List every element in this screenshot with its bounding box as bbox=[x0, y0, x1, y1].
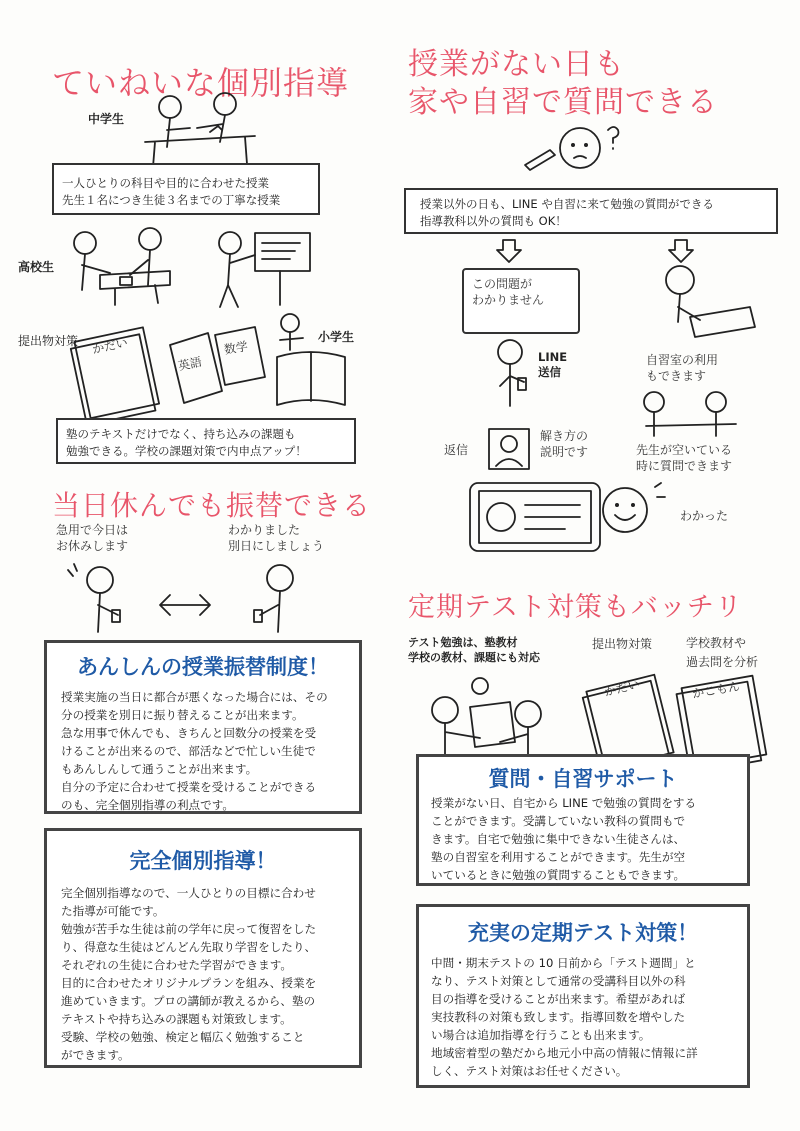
label-submission: 提出物対策 bbox=[18, 334, 79, 348]
question-support-title: 質問・自習サポート bbox=[488, 767, 678, 791]
full-individual-panel bbox=[44, 828, 362, 1068]
speech-ok-line-2: 別日にしましょう bbox=[228, 539, 325, 554]
test-prep-line: しく、テスト対策はお任せください。 bbox=[431, 1063, 628, 1078]
speech-absent bbox=[56, 522, 128, 554]
question-support-body bbox=[431, 795, 696, 885]
full-individual-line: テキストや持ち込みの課題も対策致します。 bbox=[61, 1011, 292, 1026]
left-title-makeup: 当日休んでも振替できる bbox=[52, 489, 372, 522]
book-math: 数学 bbox=[222, 339, 250, 357]
speech-absent-line-1: 急用で今日は bbox=[56, 523, 129, 537]
teacher-free-line-2: 時に質問できます bbox=[636, 459, 733, 474]
test-note bbox=[408, 636, 540, 666]
right-title-line-2: 家や自習で質問できる bbox=[408, 84, 718, 120]
speech-ok-line-1: わかりました bbox=[228, 523, 301, 537]
teacher-free-text bbox=[636, 442, 732, 474]
down-arrows bbox=[495, 238, 705, 264]
students-desk-illustration bbox=[135, 92, 275, 170]
full-individual-line: ができます。 bbox=[61, 1047, 130, 1062]
left-submission-line-1: 塾のテキストだけでなく、持ち込みの課題も bbox=[66, 427, 296, 441]
speech-absent-line-2: お休みします bbox=[56, 539, 129, 554]
test-prep-title: 充実の定期テスト対策！ bbox=[467, 921, 699, 945]
right-title-line-1: 授業がない日も bbox=[408, 47, 625, 82]
label-elementary: 小学生 bbox=[318, 330, 355, 344]
question-support-line: きます。自宅で勉強に集中できない生徒さんは、 bbox=[431, 831, 686, 846]
reply-phone-illustration bbox=[486, 426, 532, 472]
right-intro-box bbox=[404, 188, 778, 234]
makeup-system-body bbox=[61, 689, 328, 815]
full-individual-line: 完全個別指導なので、一人ひとりの目標に合わせ bbox=[61, 886, 316, 900]
high-school-illustration bbox=[60, 225, 200, 310]
paper-kakomon: かこもん bbox=[691, 678, 741, 702]
test-prep-line: 地域密着型の塾だから地元小中高の情報に情報に詳 bbox=[431, 1045, 698, 1060]
label-middle-school: 中学生 bbox=[88, 112, 125, 126]
explain-line-1: 解き方の bbox=[540, 429, 589, 443]
phone-call-illustration bbox=[60, 560, 320, 635]
paper-kadai: かだい bbox=[602, 676, 642, 700]
understood-text: わかった bbox=[680, 509, 729, 523]
submit-label: 提出物対策 bbox=[592, 637, 653, 651]
full-individual-line: 進めていきます。プロの講師が教えるから、塾の bbox=[61, 993, 316, 1008]
full-individual-line: 受験、学校の勉強、検定と幅広く勉強すること bbox=[61, 1029, 305, 1044]
question-support-line: ことができます。受講していない教科の質問もで bbox=[431, 813, 686, 828]
right-intro-line-1: 授業以外の日も、LINE や自習に来て勉強の質問ができる bbox=[420, 197, 714, 211]
full-individual-line: り、得意な生徒はどんどん先取り学習をしたり、 bbox=[61, 939, 317, 954]
thinking-student-illustration bbox=[520, 120, 630, 190]
question-bubble-line-1: この問題が bbox=[472, 277, 533, 291]
left-submission-box bbox=[56, 418, 356, 464]
left-intro-box bbox=[52, 163, 320, 215]
makeup-line: 授業実施の当日に都合が悪くなった場合には、その bbox=[61, 690, 328, 704]
full-individual-line: それぞれの生徒に合わせた学習ができます。 bbox=[61, 957, 292, 972]
teacher-student-illustration bbox=[636, 388, 746, 438]
question-support-panel bbox=[416, 754, 750, 886]
right-intro-line-2: 指導教科以外の質問も OK！ bbox=[420, 213, 567, 228]
test-prep-body bbox=[431, 955, 698, 1081]
self-study-text bbox=[646, 352, 718, 384]
right-title-test: 定期テスト対策もバッチリ bbox=[408, 592, 743, 623]
school-material-line-1: 学校教材や bbox=[686, 636, 747, 650]
makeup-line: けることが出来るので、部活などで忙しい生徒で bbox=[61, 743, 316, 758]
makeup-line: 急な用事で休んでも、きちんと回数分の授業を受 bbox=[61, 725, 317, 740]
left-submission-line-2: 勉強できる。学校の課題対策で内申点アップ！ bbox=[66, 443, 307, 458]
self-study-line-1: 自習室の利用 bbox=[646, 353, 719, 367]
study-materials-illustration bbox=[65, 305, 355, 415]
speech-ok bbox=[228, 522, 324, 554]
makeup-line: のも、完全個別指導の利点です。 bbox=[61, 797, 234, 812]
label-high-school: 高校生 bbox=[18, 260, 55, 274]
makeup-system-panel bbox=[44, 640, 362, 814]
whiteboard-teacher-illustration bbox=[210, 225, 320, 310]
test-prep-line: なり、テスト対策として通常の受講科目以外の科 bbox=[431, 973, 686, 988]
left-title-individual: ていねいな個別指導 bbox=[52, 64, 350, 102]
test-note-line-1: テスト勉強は、塾教材 bbox=[408, 636, 518, 649]
makeup-line: 自分の予定に合わせて授業を受けることができる bbox=[61, 779, 317, 794]
makeup-system-title: あんしんの授業振替制度！ bbox=[77, 655, 329, 679]
book-english: 英語 bbox=[176, 354, 204, 374]
self-study-line-2: もできます bbox=[646, 369, 707, 384]
right-title-questions bbox=[408, 46, 718, 121]
test-prep-line: 実技教科の対策も致します。指導回数を増やした bbox=[431, 1009, 686, 1024]
send-label: 送信 bbox=[538, 364, 561, 379]
question-bubble-line-2: わかりません bbox=[472, 293, 545, 308]
full-individual-line: た指導が可能です。 bbox=[61, 903, 165, 918]
test-prep-panel bbox=[416, 904, 750, 1088]
left-intro-line-2: 先生１名につき生徒３名までの丁寧な授業 bbox=[62, 192, 281, 207]
explain-line-2: 説明です bbox=[540, 445, 589, 460]
makeup-line: もあんしんして通うことが出来ます。 bbox=[61, 761, 258, 776]
reply-label: 返信 bbox=[444, 443, 469, 457]
test-prep-line: 目の指導を受けることが出来ます。希望があれば bbox=[431, 991, 686, 1006]
line-send-label bbox=[538, 350, 567, 380]
question-bubble bbox=[462, 268, 580, 334]
teacher-free-line-1: 先生が空いている bbox=[636, 443, 733, 457]
explain-text bbox=[540, 428, 588, 460]
line-label: LINE bbox=[538, 350, 568, 364]
full-individual-body bbox=[61, 885, 316, 1065]
question-support-line: 塾の自習室を利用することができます。先生が空 bbox=[431, 849, 686, 864]
school-material-text bbox=[686, 634, 758, 671]
full-individual-line: 目的に合わせたオリジナルプランを組み、授業を bbox=[61, 975, 317, 990]
test-prep-line: 中間・期末テストの 10 日前から「テスト週間」と bbox=[431, 956, 696, 970]
full-individual-title: 完全個別指導！ bbox=[129, 849, 277, 873]
self-study-illustration bbox=[650, 262, 760, 342]
full-individual-line: 勉強が苦手な生徒は前の学年に戻って復習をした bbox=[61, 921, 317, 936]
question-support-line: いているときに勉強の質問することもできます。 bbox=[431, 867, 686, 882]
makeup-line: 分の授業を別日に振り替えることが出来ます。 bbox=[61, 707, 304, 722]
question-support-line: 授業がない日、自宅から LINE で勉強の質問をする bbox=[431, 796, 697, 810]
test-prep-line: い場合は追加指導を行うことも出来ます。 bbox=[431, 1027, 651, 1042]
book-kadai: かだい bbox=[90, 335, 130, 357]
test-note-line-2: 学校の教材、課題にも対応 bbox=[408, 650, 540, 664]
left-intro-line-1: 一人ひとりの科目や目的に合わせた授業 bbox=[62, 176, 269, 190]
school-material-line-2: 過去問を分析 bbox=[686, 654, 759, 669]
